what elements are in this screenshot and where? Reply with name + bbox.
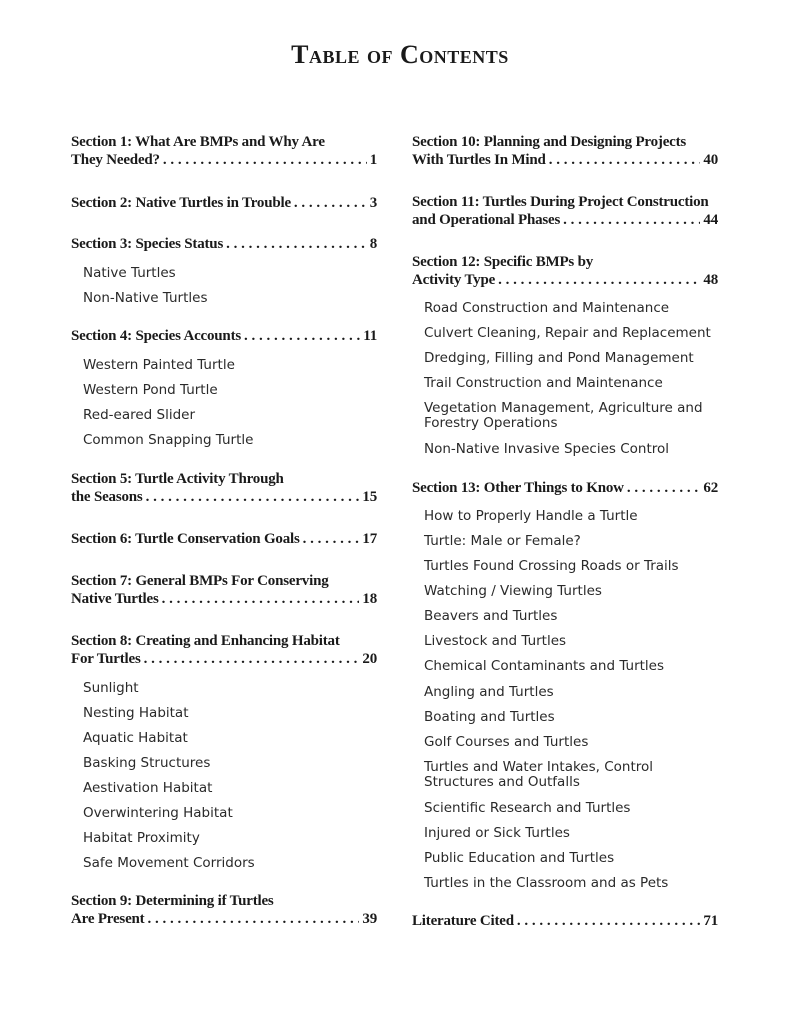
section-title: Section 6: Turtle Conservation Goals (71, 531, 300, 547)
page-number: 8 (369, 236, 377, 252)
toc-section-6[interactable] (71, 530, 377, 548)
toc-subitem[interactable]: Beavers and Turtles (424, 608, 558, 624)
section-title: Section 3: Species Status (71, 236, 224, 252)
toc-subitem[interactable]: Western Pond Turtle (83, 382, 218, 398)
section-title-cont: With Turtles In Mind (412, 152, 546, 168)
page-number: 15 (362, 489, 377, 505)
page-number: 48 (703, 272, 718, 288)
toc-section-8[interactable] (71, 632, 377, 668)
section-title: Section 4: Species Accounts (71, 328, 242, 344)
toc-subitem[interactable]: Watching / Viewing Turtles (424, 583, 602, 599)
toc-literature-cited[interactable] (412, 912, 718, 930)
toc-subitem[interactable]: Trail Construction and Maintenance (424, 375, 663, 391)
page-number: 18 (362, 591, 377, 607)
leader-dots (303, 530, 360, 548)
section-title: Section 8: Creating and Enhancing Habitat (71, 633, 340, 649)
toc-section-1[interactable] (71, 133, 377, 169)
toc-section-9[interactable] (71, 892, 377, 928)
page-number: 40 (703, 152, 718, 168)
toc-section-10[interactable] (412, 133, 718, 169)
leader-dots (549, 151, 701, 169)
toc-subitem[interactable]: Aestivation Habitat (83, 780, 213, 796)
toc-subitem[interactable]: Public Education and Turtles (424, 850, 615, 866)
toc-subitem[interactable]: Nesting Habitat (83, 705, 189, 721)
leader-dots (226, 235, 367, 253)
page-number: 20 (362, 651, 377, 667)
page-number: 17 (362, 531, 377, 547)
toc-subitem[interactable]: Aquatic Habitat (83, 730, 188, 746)
toc-section-3[interactable] (71, 235, 377, 253)
toc-subitem[interactable]: Non-Native Invasive Species Control (424, 441, 670, 457)
section-title: Literature Cited (412, 913, 514, 929)
toc-subitem[interactable]: Golf Courses and Turtles (424, 734, 589, 750)
toc-section-5[interactable] (71, 470, 377, 506)
section-title-cont: Activity Type (412, 272, 496, 288)
toc-subitem[interactable]: Turtles in the Classroom and as Pets (424, 875, 669, 891)
toc-subitem[interactable]: Non-Native Turtles (83, 290, 208, 306)
leader-dots (627, 479, 701, 497)
toc-section-7[interactable] (71, 572, 377, 608)
toc-subitem[interactable]: Turtles Found Crossing Roads or Trails (424, 558, 679, 574)
toc-subitem[interactable]: Injured or Sick Turtles (424, 825, 570, 841)
toc-subitem[interactable]: Road Construction and Maintenance (424, 300, 670, 316)
toc-subitem[interactable]: Turtles and Water Intakes, Control Structures and Outfalls (424, 759, 654, 790)
page-number: 44 (703, 212, 718, 228)
leader-dots (517, 912, 700, 930)
toc-section-11[interactable] (412, 193, 718, 229)
toc-subitem[interactable]: How to Properly Handle a Turtle (424, 508, 638, 524)
toc-subitem[interactable]: Safe Movement Corridors (83, 855, 255, 871)
toc-subitem[interactable]: Common Snapping Turtle (83, 432, 254, 448)
toc-subitem[interactable]: Livestock and Turtles (424, 633, 567, 649)
section-title-cont: and Operational Phases (412, 212, 561, 228)
section-title: Section 13: Other Things to Know (412, 480, 624, 496)
section-title: Section 2: Native Turtles in Trouble (71, 195, 291, 211)
toc-subitem[interactable]: Basking Structures (83, 755, 211, 771)
toc-subitem[interactable]: Western Painted Turtle (83, 357, 235, 373)
toc-subitem[interactable]: Red-eared Slider (83, 407, 196, 423)
page-title: Table of Contents (291, 40, 509, 69)
toc-subitem[interactable]: Sunlight (83, 680, 139, 696)
section-title: Section 5: Turtle Activity Through (71, 471, 284, 487)
section-title-cont: the Seasons (71, 489, 143, 505)
toc-subitem[interactable]: Culvert Cleaning, Repair and Replacement (424, 325, 711, 341)
toc-subitem[interactable]: Habitat Proximity (83, 830, 200, 846)
leader-dots (144, 650, 360, 668)
toc-subitem[interactable]: Angling and Turtles (424, 684, 554, 700)
toc-subitem[interactable]: Scientific Research and Turtles (424, 800, 631, 816)
leader-dots (498, 271, 700, 289)
toc-section-13[interactable] (412, 479, 718, 497)
leader-dots (244, 327, 360, 345)
section-title: Section 9: Determining if Turtles (71, 893, 274, 909)
leader-dots (294, 194, 367, 212)
leader-dots (147, 910, 359, 928)
toc-subitem[interactable]: Boating and Turtles (424, 709, 555, 725)
page-number: 3 (369, 195, 377, 211)
section-title-cont: Native Turtles (71, 591, 159, 607)
toc-subitem[interactable]: Native Turtles (83, 265, 176, 281)
toc-section-4[interactable] (71, 327, 377, 345)
page-number: 1 (369, 152, 377, 168)
section-title: Section 1: What Are BMPs and Why Are (71, 134, 325, 150)
leader-dots (146, 488, 360, 506)
section-title: Section 12: Specific BMPs by (412, 254, 594, 270)
section-title: Section 7: General BMPs For Conserving (71, 573, 329, 589)
toc-section-12[interactable] (412, 253, 718, 289)
page-number: 62 (703, 480, 718, 496)
page-number: 11 (363, 328, 377, 344)
toc-subitem[interactable]: Chemical Contaminants and Turtles (424, 658, 665, 674)
toc-subitem[interactable]: Vegetation Management, Agriculture and Forestry Operations (424, 400, 703, 431)
page-number: 71 (703, 913, 718, 929)
leader-dots (163, 151, 367, 169)
section-title-cont: Are Present (71, 911, 145, 927)
leader-dots (162, 590, 360, 608)
page-number: 39 (362, 911, 377, 927)
section-title-cont: They Needed? (71, 152, 160, 168)
toc-section-2[interactable] (71, 194, 377, 212)
toc-subitem[interactable]: Dredging, Filling and Pond Management (424, 350, 694, 366)
section-title-cont: For Turtles (71, 651, 141, 667)
section-title: Section 10: Planning and Designing Projects (412, 134, 687, 150)
toc-subitem[interactable]: Overwintering Habitat (83, 805, 233, 821)
leader-dots (563, 211, 700, 229)
toc-subitem[interactable]: Turtle: Male or Female? (424, 533, 581, 549)
section-title: Section 11: Turtles During Project Construction (412, 194, 709, 210)
